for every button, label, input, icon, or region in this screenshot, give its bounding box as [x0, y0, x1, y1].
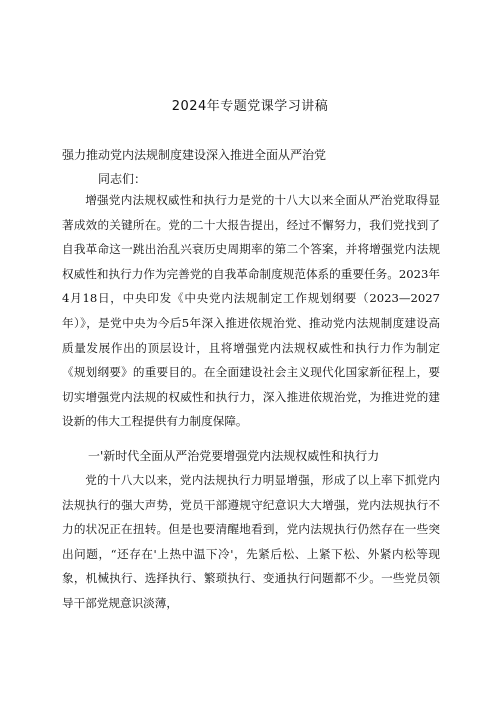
section-heading: 一'新时代全面从严治党要增强党内法规权威性和执行力: [88, 449, 380, 463]
document-subtitle: 强力推动党内法规制度建设深入推进全面从严治党: [62, 148, 327, 162]
salutation: 同志们：: [98, 172, 147, 186]
body-paragraph: 增强党内法规权威性和执行力是党的十八大以来全面从严治党取得显著成效的关键所在。党的二十大报告提出，经过不懈努力，我们党找到了自我革命这一跳出治乱兴衰历史周期率的第二个答案，并将增强党内法规权威性和执行力作为完善党的自我革命制度规范体系的重要任务。2023年4月18日，中央印发《中央党内法规制定工作规划纲要（2023—2027年）》，是党中央为今后5年深入推进依规治党、推动党内法规制度建设高质量发展作出的顶层设计，且将增强党内法规权威性和执行力作为制定《规划纲要》的重要目的。在全面建设社会主义现代化国家新征程上，要切实增强党内法规的权威性和执行力，深入推进依规治党，为推进党的建设新的伟大工程提供有力制度保障。: [62, 193, 440, 429]
section-paragraph: 党的十八大以来，党内法规执行力明显增强，形成了以上率下抓党内法规执行的强大声势，党员干部遵规守纪意识大大增强，党内法规执行不力的状况正在扭转。但是也要清醒地看到，党内法规执行仍然存在一些突出问题，“还存在'上热中温下冷'，先紧后松、上紧下松、外紧内松等现象，机械执行、选择执行、繁琐执行、变通执行问题都不少。一些党员领导干部党规意识淡薄，: [62, 473, 440, 610]
document-title: 2024年专题党课学习讲稿: [171, 99, 329, 114]
